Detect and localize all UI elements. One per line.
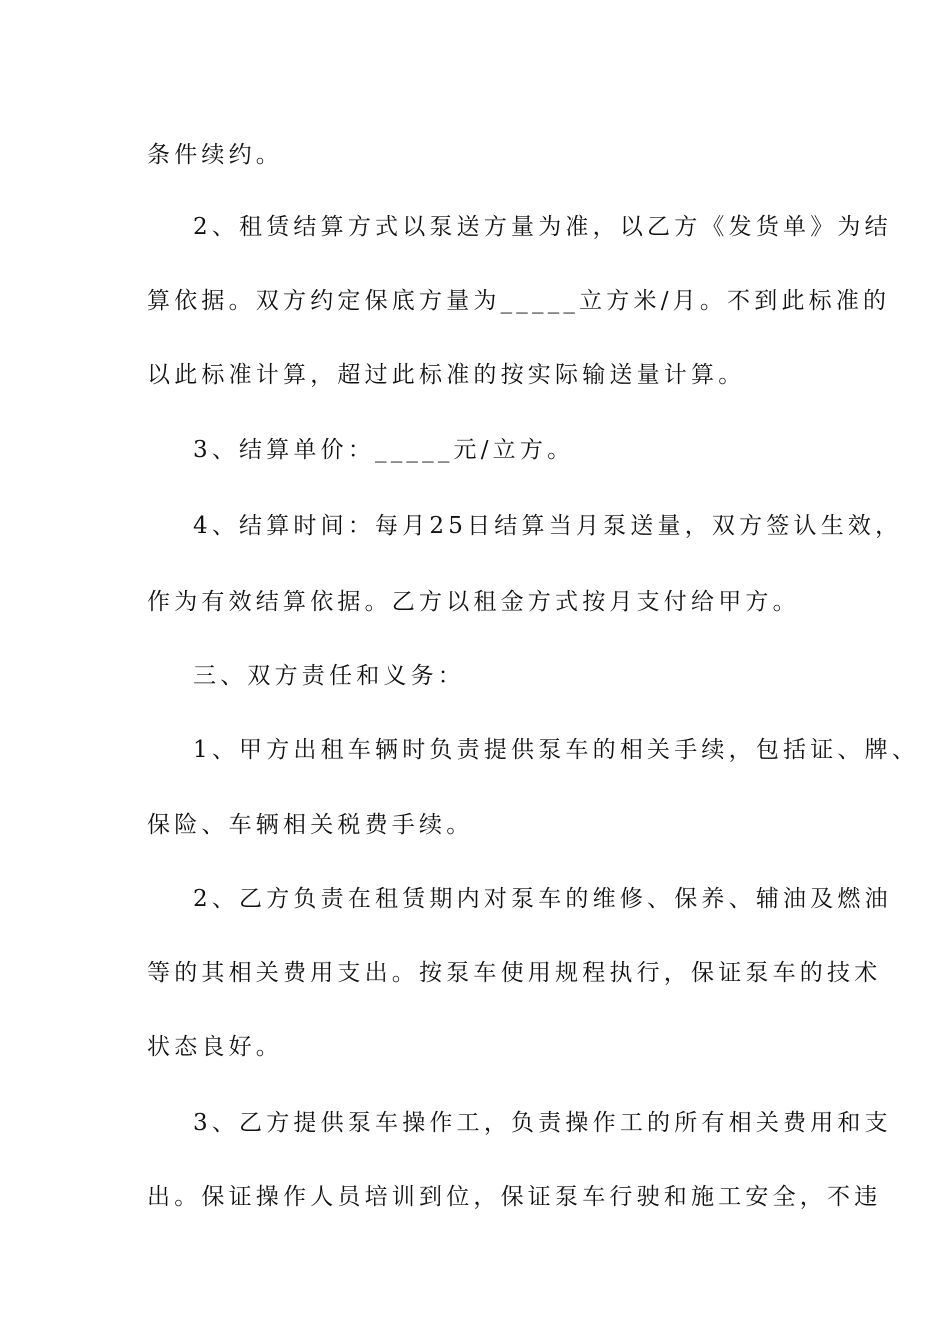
text-line: 作为有效结算依据。乙方以租金方式按月支付给甲方。 — [147, 589, 800, 615]
text-line: 条件续约。 — [147, 142, 283, 168]
text-line: 出。保证操作人员培训到位，保证泵车行驶和施工安全，不违 — [147, 1184, 882, 1210]
text-line: 2、乙方负责在租赁期内对泵车的维修、保养、辅油及燃油 — [193, 886, 892, 912]
text-line: 状态良好。 — [147, 1034, 283, 1060]
text-line: 三、双方责任和义务： — [193, 663, 465, 689]
text-line: 保险、车辆相关税费手续。 — [147, 812, 474, 838]
text-line: 以此标准计算，超过此标准的按实际输送量计算。 — [147, 362, 746, 388]
text-line: 4、结算时间：每月25日结算当月泵送量，双方签认生效， — [193, 513, 903, 539]
text-line: 2、租赁结算方式以泵送方量为准，以乙方《发货单》为结 — [193, 214, 892, 240]
text-line: 算依据。双方约定保底方量为_____立方米/月。不到此标准的 — [147, 288, 891, 314]
text-line: 3、乙方提供泵车操作工，负责操作工的所有相关费用和支 — [193, 1110, 892, 1136]
text-line: 等的其相关费用支出。按泵车使用规程执行，保证泵车的技术 — [147, 960, 882, 986]
text-line: 3、结算单价：_____元/立方。 — [193, 437, 575, 463]
text-line: 1、甲方出租车辆时负责提供泵车的相关手续，包括证、牌、 — [193, 737, 920, 763]
